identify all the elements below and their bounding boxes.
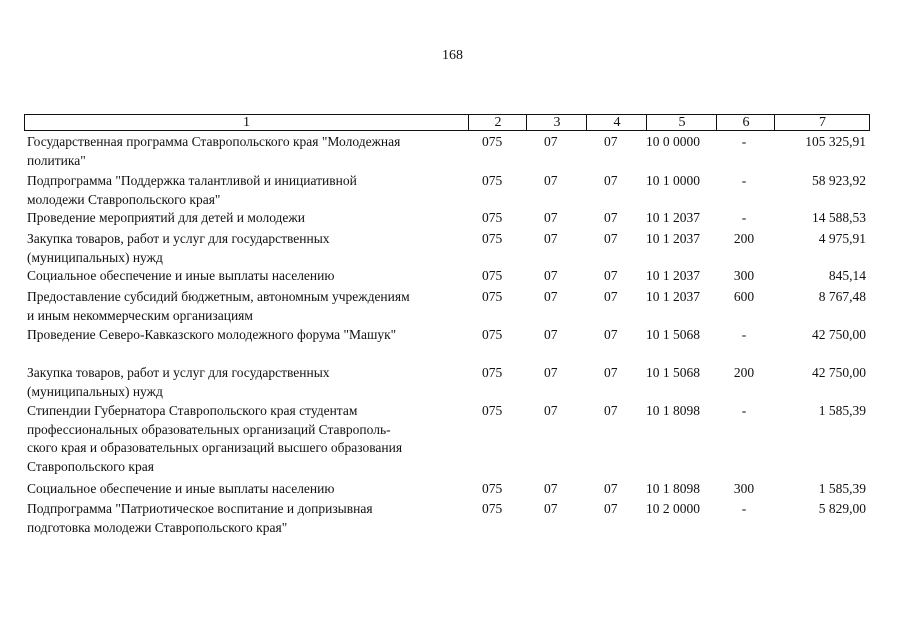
row-col-4: 07 xyxy=(604,327,618,342)
row-col-2: 075 xyxy=(482,481,503,496)
row-description: Социальное обеспечение и иные выплаты населению xyxy=(27,268,335,283)
row-col-4: 07 xyxy=(604,501,618,516)
row-col-3: 07 xyxy=(544,481,558,496)
row-col-6: 300 xyxy=(733,481,755,496)
row-col-7: 1 585,39 xyxy=(818,481,866,496)
row-col-3: 07 xyxy=(544,327,558,342)
row-col-2: 075 xyxy=(482,501,503,516)
row-col-6: - xyxy=(741,327,747,342)
row-col-2: 075 xyxy=(482,173,503,188)
row-col-5: 10 1 0000 xyxy=(646,173,700,188)
table-header-row xyxy=(24,114,870,131)
row-col-2: 075 xyxy=(482,365,503,380)
row-col-4: 07 xyxy=(604,289,618,304)
page-number: 168 xyxy=(442,48,463,63)
row-col-6: 200 xyxy=(733,365,755,380)
header-col-1: 1 xyxy=(243,115,250,130)
row-col-5: 10 1 2037 xyxy=(646,210,700,225)
header-col-2: 2 xyxy=(468,115,527,130)
header-col-7: 7 xyxy=(774,115,870,130)
row-description: Социальное обеспечение и иные выплаты населению xyxy=(27,481,335,496)
row-col-4: 07 xyxy=(604,365,618,380)
row-col-5: 10 0 0000 xyxy=(646,134,700,149)
row-col-5: 10 1 8098 xyxy=(646,403,700,418)
row-description: Стипендии Губернатора Ставропольского края студентам профессиональных образовательных организаций Ставрополь- ского края и образовательных организаций высшего образования Ставропольского края xyxy=(27,403,403,474)
row-col-7: 8 767,48 xyxy=(818,289,866,304)
row-col-7: 58 923,92 xyxy=(812,173,866,188)
row-col-7: 845,14 xyxy=(828,268,866,283)
row-col-4: 07 xyxy=(604,231,618,246)
row-col-2: 075 xyxy=(482,268,503,283)
row-col-3: 07 xyxy=(544,134,558,149)
header-col-4: 4 xyxy=(586,115,647,130)
row-col-3: 07 xyxy=(544,365,558,380)
row-col-3: 07 xyxy=(544,210,558,225)
row-col-2: 075 xyxy=(482,134,503,149)
row-description: Закупка товаров, работ и услуг для государственных (муниципальных) нужд xyxy=(27,365,330,399)
row-col-5: 10 1 8098 xyxy=(646,481,700,496)
header-col-5: 5 xyxy=(646,115,717,130)
row-col-6: - xyxy=(741,501,747,516)
row-col-4: 07 xyxy=(604,173,618,188)
row-col-3: 07 xyxy=(544,403,558,418)
row-description: Проведение мероприятий для детей и молодежи xyxy=(27,210,305,225)
row-col-7: 42 750,00 xyxy=(812,365,866,380)
row-col-4: 07 xyxy=(604,268,618,283)
row-col-5: 10 2 0000 xyxy=(646,501,700,516)
row-col-3: 07 xyxy=(544,268,558,283)
row-col-6: - xyxy=(741,134,747,149)
row-col-2: 075 xyxy=(482,327,503,342)
row-col-3: 07 xyxy=(544,173,558,188)
row-description: Государственная программа Ставропольского края "Молодежная политика" xyxy=(27,134,401,168)
row-col-2: 075 xyxy=(482,231,503,246)
row-col-4: 07 xyxy=(604,134,618,149)
row-col-4: 07 xyxy=(604,403,618,418)
row-col-7: 5 829,00 xyxy=(818,501,866,516)
row-description: Подпрограмма "Патриотическое воспитание и допризывная подготовка молодежи Ставропольского края" xyxy=(27,501,373,535)
row-col-5: 10 1 2037 xyxy=(646,231,700,246)
row-col-2: 075 xyxy=(482,403,503,418)
row-col-7: 42 750,00 xyxy=(812,327,866,342)
row-col-7: 1 585,39 xyxy=(818,403,866,418)
row-col-5: 10 1 5068 xyxy=(646,327,700,342)
row-col-3: 07 xyxy=(544,231,558,246)
row-col-6: 600 xyxy=(733,289,755,304)
row-col-2: 075 xyxy=(482,289,503,304)
header-col-6: 6 xyxy=(716,115,775,130)
row-col-6: - xyxy=(741,403,747,418)
row-col-6: - xyxy=(741,210,747,225)
row-col-3: 07 xyxy=(544,501,558,516)
row-col-7: 105 325,91 xyxy=(805,134,866,149)
row-description: Подпрограмма "Поддержка талантливой и инициативной молодежи Ставропольского края" xyxy=(27,173,357,207)
row-col-5: 10 1 2037 xyxy=(646,289,700,304)
row-col-3: 07 xyxy=(544,289,558,304)
row-col-7: 4 975,91 xyxy=(818,231,866,246)
row-col-6: 200 xyxy=(733,231,755,246)
row-description: Закупка товаров, работ и услуг для государственных (муниципальных) нужд xyxy=(27,231,330,265)
row-col-2: 075 xyxy=(482,210,503,225)
row-col-7: 14 588,53 xyxy=(812,210,866,225)
row-col-5: 10 1 5068 xyxy=(646,365,700,380)
row-col-4: 07 xyxy=(604,210,618,225)
row-description: Проведение Северо-Кавказского молодежного форума "Машук" xyxy=(27,327,397,342)
row-col-4: 07 xyxy=(604,481,618,496)
header-col-3: 3 xyxy=(526,115,587,130)
row-col-6: - xyxy=(741,173,747,188)
row-description: Предоставление субсидий бюджетным, автономным учреждениям и иным некоммерческим организациям xyxy=(27,289,410,323)
row-col-5: 10 1 2037 xyxy=(646,268,700,283)
row-col-6: 300 xyxy=(733,268,755,283)
